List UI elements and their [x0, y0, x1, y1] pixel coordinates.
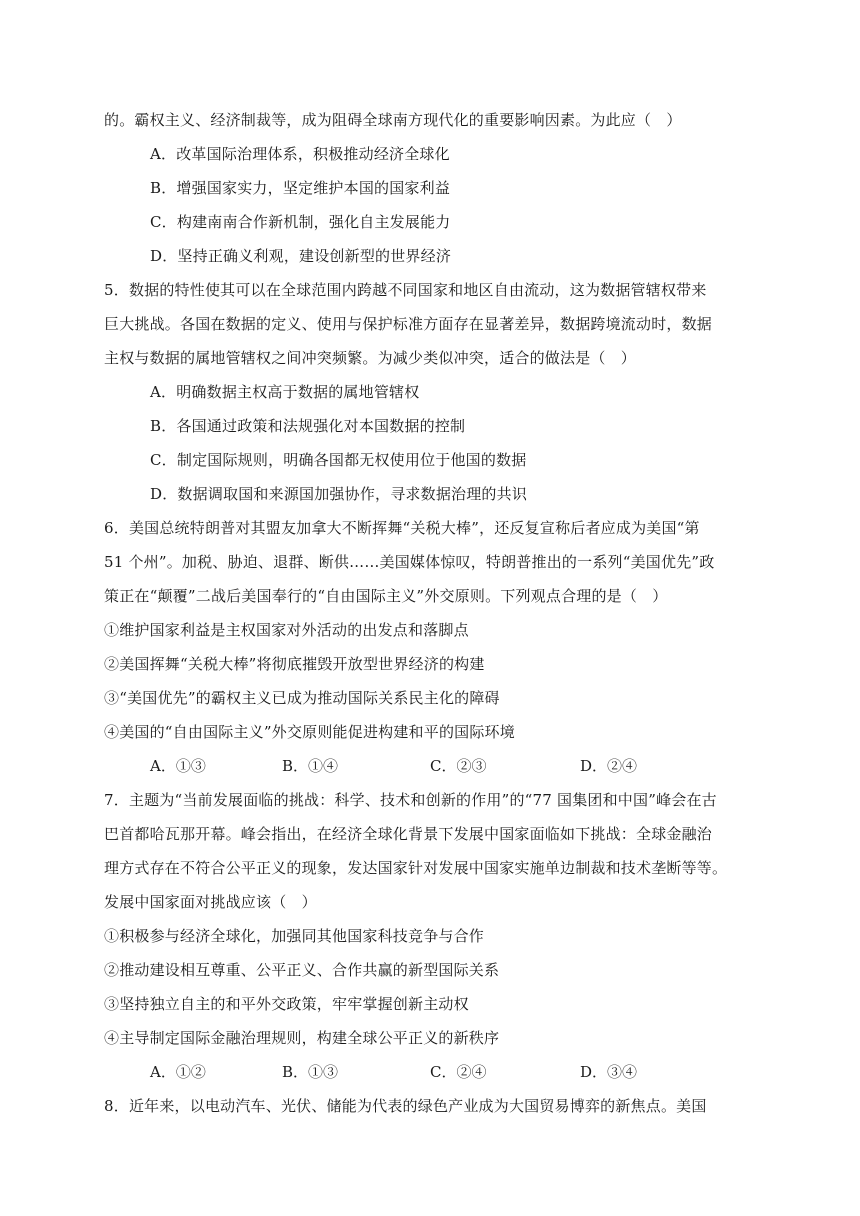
q7-statement-1: ①积极参与经济全球化，加强同其他国家科技竞争与合作 — [104, 927, 485, 945]
q7-stem-line-3: 理方式存在不符合公平正义的现象，发达国家针对发展中国家实施单边制裁和技术垄断等等。 — [104, 859, 728, 877]
q5-stem-line-2: 巨大挑战。各国在数据的定义、使用与保护标准方面存在显著差异，数据跨境流动时，数据 — [104, 315, 713, 333]
q6-statement-1: ①维护国家利益是主权国家对外活动的出发点和落脚点 — [104, 621, 469, 639]
q6-stem-line-1: 6．美国总统特朗普对其盟友加拿大不断挥舞“关税大棒”，还反复宣称后者应成为美国“第 — [104, 519, 700, 537]
q4-option-b: B．增强国家实力，坚定维护本国的国家利益 — [150, 179, 451, 197]
q5-stem-line-3: 主权与数据的属地管辖权之间冲突频繁。为减少类似冲突，适合的做法是（ ） — [104, 349, 637, 367]
q4-option-d: D．坚持正确义利观，建设创新型的世界经济 — [150, 247, 452, 265]
q7-choice-d: D．③④ — [580, 1063, 638, 1081]
q7-choice-a: A．①② — [150, 1063, 206, 1081]
q6-stem-line-3: 策正在“颠覆”二战后美国奉行的“自由国际主义”外交原则。下列观点合理的是（ ） — [104, 587, 668, 605]
q7-stem-line-1: 7．主题为“当前发展面临的挑战：科学、技术和创新的作用”的“77 国集团和中国”峰会在古 — [104, 791, 717, 809]
q6-choice-d: D．②④ — [580, 757, 638, 775]
q5-option-c: C．制定国际规则，明确各国都无权使用位于他国的数据 — [150, 451, 527, 469]
q7-statement-2: ②推动建设相互尊重、公平正义、合作共赢的新型国际关系 — [104, 961, 500, 979]
q6-stem-line-2: 51 个州”。加税、胁迫、退群、断供……美国媒体惊叹，特朗普推出的一系列“美国优先”政 — [104, 553, 715, 571]
q6-choice-c: C．②③ — [430, 757, 487, 775]
q7-stem-line-4: 发展中国家面对挑战应该（ ） — [104, 893, 317, 911]
q5-stem-line-1: 5．数据的特性使其可以在全球范围内跨越不同国家和地区自由流动，这为数据管辖权带来 — [104, 281, 707, 299]
q7-choice-c: C．②④ — [430, 1063, 487, 1081]
q4-stem-tail: 的。霸权主义、经济制裁等，成为阻碍全球南方现代化的重要影响因素。为此应（ ） — [104, 111, 682, 129]
q5-option-a: A．明确数据主权高于数据的属地管辖权 — [150, 383, 420, 401]
q8-stem-line-1: 8．近年来，以电动汽车、光伏、储能为代表的绿色产业成为大国贸易博弈的新焦点。美国 — [104, 1097, 707, 1115]
q4-option-c: C．构建南南合作新机制，强化自主发展能力 — [150, 213, 451, 231]
q6-choice-b: B．①④ — [282, 757, 339, 775]
q7-choice-b: B．①③ — [282, 1063, 339, 1081]
q7-statement-3: ③坚持独立自主的和平外交政策，牢牢掌握创新主动权 — [104, 995, 469, 1013]
q6-statement-2: ②美国挥舞“关税大棒”将彻底摧毁开放型世界经济的构建 — [104, 655, 485, 673]
q7-stem-line-2: 巴首都哈瓦那开幕。峰会指出，在经济全球化背景下发展中国家面临如下挑战：全球金融治 — [104, 825, 713, 843]
q6-statement-4: ④美国的“自由国际主义”外交原则能促进构建和平的国际环境 — [104, 723, 515, 741]
q7-statement-4: ④主导制定国际金融治理规则，构建全球公平正义的新秩序 — [104, 1029, 500, 1047]
q5-option-b: B．各国通过政策和法规强化对本国数据的控制 — [150, 417, 466, 435]
q4-option-a: A．改革国际治理体系，积极推动经济全球化 — [150, 145, 450, 163]
q6-statement-3: ③“美国优先”的霸权主义已成为推动国际关系民主化的障碍 — [104, 689, 500, 707]
q5-option-d: D．数据调取国和来源国加强协作，寻求数据治理的共识 — [150, 485, 528, 503]
q6-choice-a: A．①③ — [150, 757, 206, 775]
